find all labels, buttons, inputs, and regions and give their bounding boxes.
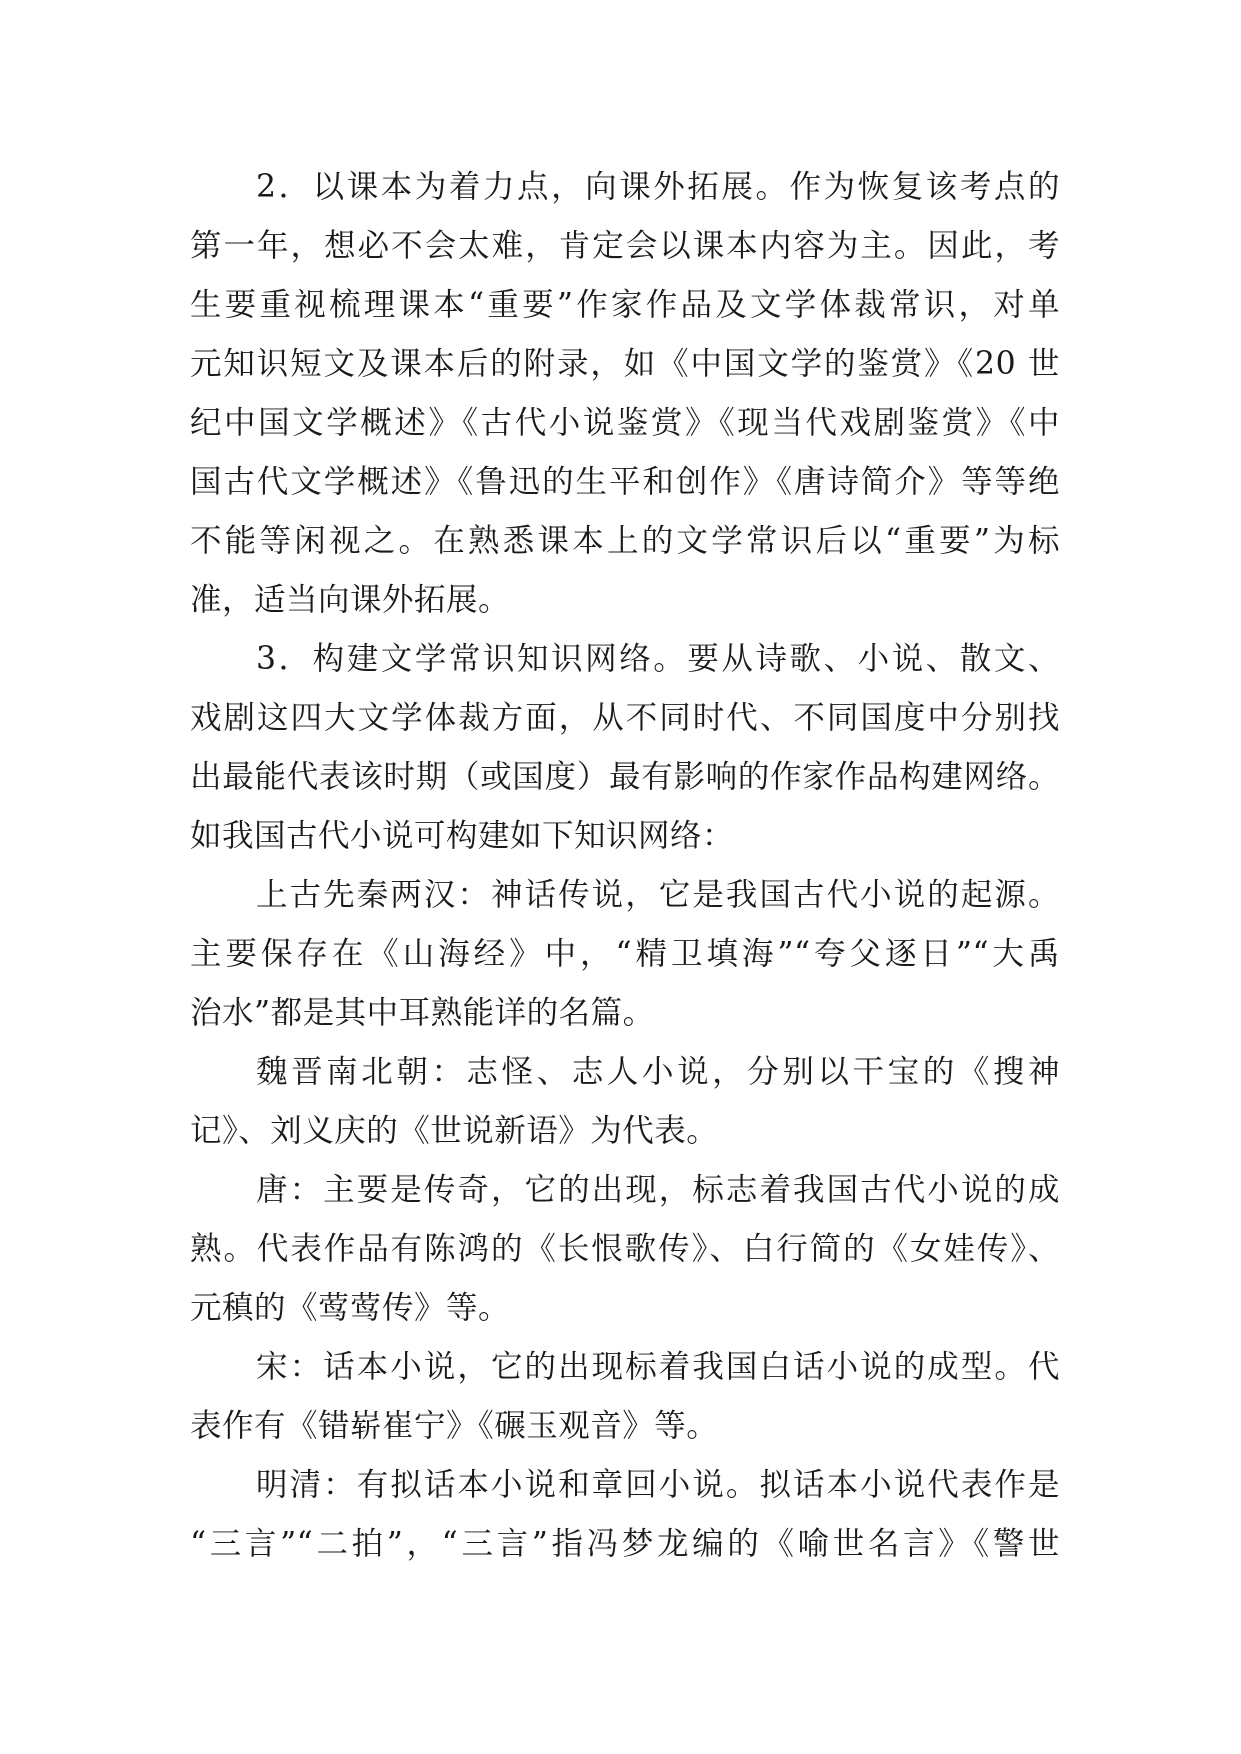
text-line: 熟。代表作品有陈鸿的《长恨歌传》、白行简的《女娃传》、 xyxy=(190,1231,1060,1267)
text-line: 准，适当向课外拓展。 xyxy=(190,582,511,618)
text-line: 明清：有拟话本小说和章回小说。拟话本小说代表作是 xyxy=(256,1467,1060,1503)
text-line: 记》、刘义庆的《世说新语》为代表。 xyxy=(190,1113,719,1149)
text-line: 主要保存在《山海经》中，“精卫填海”“夸父逐日”“大禹 xyxy=(190,936,1060,972)
text-line: 生要重视梳理课本“重要”作家作品及文学体裁常识，对单 xyxy=(190,287,1060,323)
text-line: 纪中国文学概述》《古代小说鉴赏》《现当代戏剧鉴赏》《中 xyxy=(190,405,1060,441)
text-line: 3．构建文学常识知识网络。要从诗歌、小说、散文、 xyxy=(256,641,1060,677)
text-line: 国古代文学概述》《鲁迅的生平和创作》《唐诗简介》等等绝 xyxy=(190,464,1060,500)
text-line: 如我国古代小说可构建如下知识网络： xyxy=(190,818,735,854)
text-line: 唐：主要是传奇，它的出现，标志着我国古代小说的成 xyxy=(256,1172,1060,1208)
text-line: 治水”都是其中耳熟能详的名篇。 xyxy=(190,995,655,1031)
text-line: 魏晋南北朝：志怪、志人小说，分别以干宝的《搜神 xyxy=(256,1054,1060,1090)
text-line: 出最能代表该时期（或国度）最有影响的作家作品构建网络。 xyxy=(190,759,1060,795)
text-line: 元稹的《莺莺传》等。 xyxy=(190,1290,511,1326)
text-line: “三言”“二拍”，“三言”指冯梦龙编的《喻世名言》《警世 xyxy=(190,1526,1060,1562)
body-text xyxy=(190,158,1060,1574)
text-line: 上古先秦两汉：神话传说，它是我国古代小说的起源。 xyxy=(256,877,1060,913)
text-line: 宋：话本小说，它的出现标着我国白话小说的成型。代 xyxy=(256,1349,1060,1385)
text-line: 戏剧这四大文学体裁方面，从不同时代、不同国度中分别找 xyxy=(190,700,1060,736)
text-line: 2．以课本为着力点，向课外拓展。作为恢复该考点的 xyxy=(256,169,1060,205)
text-line: 第一年，想必不会太难，肯定会以课本内容为主。因此，考 xyxy=(190,228,1060,264)
text-line: 不能等闲视之。在熟悉课本上的文学常识后以“重要”为标 xyxy=(190,523,1060,559)
text-line: 表作有《错崭崔宁》《碾玉观音》等。 xyxy=(190,1408,719,1444)
text-line: 元知识短文及课本后的附录，如《中国文学的鉴赏》《20 世 xyxy=(190,346,1060,382)
